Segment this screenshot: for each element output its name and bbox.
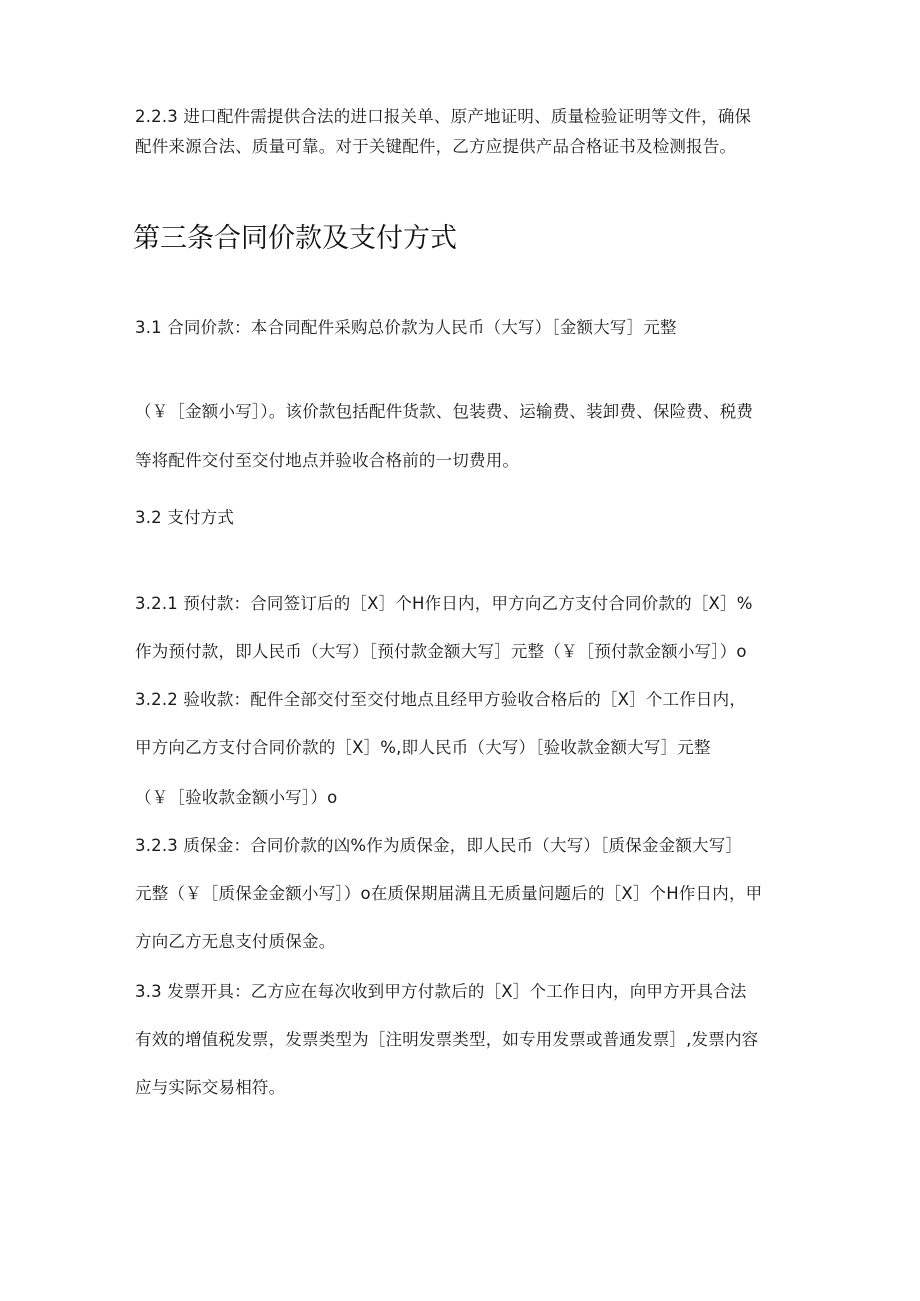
clause-3-1-line-2: （￥［金额小写］）。该价款包括配件货款、包装费、运输费、装卸费、保险费、税费: [135, 402, 754, 421]
clause-2-2-3-line-1: 2.2.3 进口配件需提供合法的进口报关单、原产地证明、质量检验证明等文件，确保: [135, 107, 752, 126]
clause-3-2-1-line-1: 3.2.1 预付款：合同签订后的［X］个H作日内，甲方向乙方支付合同价款的［X］%: [135, 594, 753, 613]
clause-3-2-heading: 3.2 支付方式: [135, 508, 235, 527]
clause-3-2-2-line-3: （￥［验收款金额小写］）o: [135, 788, 338, 807]
clause-3-2-3-line-1: 3.2.3 质保金：合同价款的凶%作为质保金，即人民币（大写）［质保金金额大写］: [135, 836, 743, 855]
clause-3-2-3-line-3: 方向乙方无息支付质保金。: [135, 932, 336, 951]
clause-3-1-line-3: 等将配件交付至交付地点并验收合格前的一切费用。: [135, 451, 520, 470]
clause-3-2-2-line-2: 甲方向乙方支付合同价款的［X］%,即人民币（大写）［验收款金额大写］元整: [135, 738, 711, 757]
clause-3-3-line-2: 有效的增值税发票，发票类型为［注明发票类型，如专用发票或普通发票］,发票内容: [135, 1030, 759, 1049]
section-3-title: 第三条合同价款及支付方式: [133, 223, 457, 254]
clause-3-3-line-1: 3.3 发票开具：乙方应在每次收到甲方付款后的［X］个工作日内，向甲方开具合法: [135, 982, 747, 1001]
clause-3-3-line-3: 应与实际交易相符。: [135, 1078, 286, 1097]
clause-3-2-3-line-2: 元整（￥［质保金金额小写］）o在质保期届满且无质量问题后的［X］个H作日内，甲: [135, 884, 763, 903]
clause-3-1-line-1: 3.1 合同价款：本合同配件采购总价款为人民币（大写）［金额大写］元整: [135, 318, 677, 337]
clause-3-2-1-line-2: 作为预付款，即人民币（大写）［预付款金额大写］元整（￥［预付款金额小写］）o: [135, 642, 747, 661]
clause-3-2-2-line-1: 3.2.2 验收款：配件全部交付至交付地点且经甲方验收合格后的［X］个工作日内，: [135, 690, 747, 709]
clause-2-2-3-line-2: 配件来源合法、质量可靠。对于关键配件，乙方应提供产品合格证书及检测报告。: [135, 137, 737, 156]
